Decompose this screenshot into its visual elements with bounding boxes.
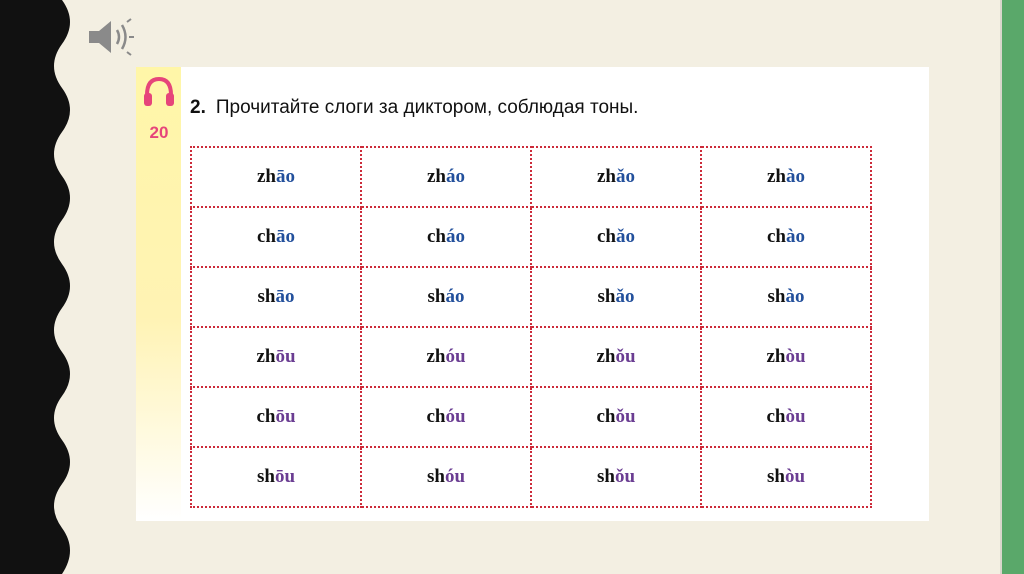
table-row xyxy=(191,387,871,447)
syllable-cell xyxy=(701,207,871,267)
syllable-final: ōu xyxy=(275,406,296,427)
syllable-final: ǒu xyxy=(615,406,636,427)
syllable-initial: zh xyxy=(426,346,446,367)
syllable-initial: sh xyxy=(596,466,615,487)
syllable xyxy=(596,346,635,367)
syllable-initial: ch xyxy=(257,226,276,247)
table-row xyxy=(191,147,871,207)
syllable-cell xyxy=(701,447,871,507)
syllable-final: ōu xyxy=(274,466,296,487)
syllable-initial: ch xyxy=(256,406,276,427)
table-row xyxy=(191,207,871,267)
syllable-cell xyxy=(531,387,701,447)
syllable-initial: zh xyxy=(427,166,446,187)
syllable-cell xyxy=(361,267,531,327)
syllable-final: ào xyxy=(786,166,805,187)
speaker-icon[interactable] xyxy=(86,16,136,58)
syllable-cell xyxy=(191,447,361,507)
syllable xyxy=(767,466,805,487)
syllable xyxy=(766,406,805,427)
syllable-cell xyxy=(191,147,361,207)
syllable-final: ào xyxy=(785,286,805,307)
syllable-cell xyxy=(191,387,361,447)
syllable xyxy=(598,286,635,307)
syllable-cell xyxy=(361,147,531,207)
table-row xyxy=(191,267,871,327)
syllable-initial: zh xyxy=(597,166,616,187)
right-accent-band xyxy=(1002,0,1024,574)
syllable-initial: ch xyxy=(596,406,616,427)
syllable-initial: zh xyxy=(257,166,276,187)
syllable-final: āo xyxy=(276,226,295,247)
syllable-final: āo xyxy=(276,166,295,187)
syllable xyxy=(768,286,805,307)
syllable-final: óu xyxy=(445,406,466,427)
syllable xyxy=(257,466,295,487)
syllable-final: ōu xyxy=(275,346,296,367)
task-number: 2. xyxy=(190,97,206,118)
syllable xyxy=(597,166,635,187)
syllable-final: áo xyxy=(446,166,465,187)
side-strip xyxy=(136,67,181,521)
syllable-cell xyxy=(701,147,871,207)
task-text: Прочитайте слоги за диктором, соблюдая тоны. xyxy=(215,97,639,118)
syllable-initial: ch xyxy=(597,226,616,247)
syllable-cell xyxy=(701,387,871,447)
syllable-initial: sh xyxy=(256,466,275,487)
syllable-initial: zh xyxy=(256,346,276,367)
syllable-table xyxy=(190,146,872,508)
syllable-initial: sh xyxy=(257,286,276,307)
syllable xyxy=(258,286,295,307)
syllable-final: áo xyxy=(445,286,465,307)
syllable-final: ào xyxy=(786,226,805,247)
syllable xyxy=(427,166,465,187)
syllable-final: ǎo xyxy=(616,166,635,187)
syllable-final: ǒu xyxy=(614,466,636,487)
syllable-cell xyxy=(701,267,871,327)
syllable xyxy=(256,346,295,367)
syllable-initial: ch xyxy=(767,226,786,247)
syllable-cell xyxy=(701,327,871,387)
syllable-initial: zh xyxy=(766,346,786,367)
syllable-final: ǎo xyxy=(615,286,635,307)
table-row xyxy=(191,327,871,387)
syllable-final: òu xyxy=(785,346,806,367)
syllable-initial: sh xyxy=(597,286,616,307)
exercise-panel xyxy=(136,67,929,521)
syllable-initial: sh xyxy=(767,286,786,307)
audio-track-number: 20 xyxy=(149,123,169,142)
syllable xyxy=(257,166,295,187)
syllable-cell xyxy=(531,327,701,387)
task-instruction xyxy=(190,97,638,119)
syllable xyxy=(767,166,805,187)
syllable-initial: zh xyxy=(596,346,616,367)
syllable xyxy=(597,226,635,247)
syllable-initial: ch xyxy=(426,406,446,427)
syllable-final: āo xyxy=(275,286,295,307)
table-row xyxy=(191,447,871,507)
syllable-initial: zh xyxy=(767,166,786,187)
syllable-cell xyxy=(531,267,701,327)
syllable xyxy=(767,226,805,247)
syllable-initial: ch xyxy=(766,406,786,427)
syllable-final: áo xyxy=(446,226,465,247)
syllable xyxy=(426,346,465,367)
syllable-cell xyxy=(531,207,701,267)
syllable xyxy=(426,406,465,427)
syllable-cell xyxy=(361,447,531,507)
syllable-final: ǎo xyxy=(616,226,635,247)
headphones-icon xyxy=(142,75,176,109)
syllable xyxy=(596,406,635,427)
syllable-cell xyxy=(531,147,701,207)
syllable-initial: sh xyxy=(766,466,785,487)
syllable xyxy=(257,226,295,247)
syllable xyxy=(256,406,295,427)
syllable-cell xyxy=(361,387,531,447)
syllable-cell xyxy=(361,207,531,267)
syllable-final: óu xyxy=(445,346,466,367)
syllable xyxy=(428,286,465,307)
syllable-initial: sh xyxy=(427,286,446,307)
syllable-cell xyxy=(191,207,361,267)
syllable xyxy=(766,346,805,367)
syllable-final: òu xyxy=(784,466,806,487)
syllable-final: óu xyxy=(444,466,466,487)
syllable-initial: ch xyxy=(427,226,446,247)
wavy-border-decoration xyxy=(0,0,80,574)
syllable-initial: sh xyxy=(426,466,445,487)
syllable xyxy=(427,466,465,487)
syllable-cell xyxy=(531,447,701,507)
syllable-cell xyxy=(191,327,361,387)
syllable xyxy=(597,466,635,487)
syllable-cell xyxy=(361,327,531,387)
syllable-final: òu xyxy=(785,406,806,427)
syllable-cell xyxy=(191,267,361,327)
syllable-final: ǒu xyxy=(615,346,636,367)
syllable xyxy=(427,226,465,247)
